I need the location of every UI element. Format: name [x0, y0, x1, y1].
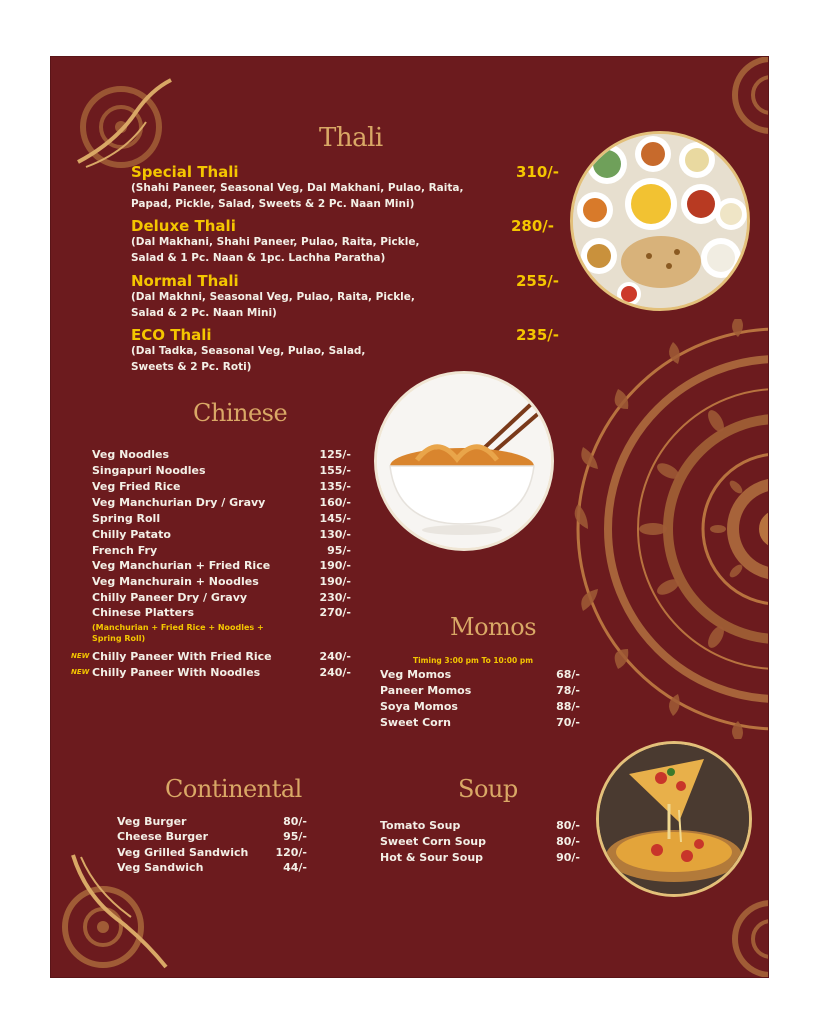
- item-name: Chilly Paneer With Fried Rice: [92, 650, 272, 663]
- menu-row: [92, 650, 351, 666]
- thali-item-name: ECO Thali: [131, 326, 212, 344]
- pizza-photo: [596, 741, 752, 897]
- menu-row: [92, 528, 351, 544]
- chinese-title: Chinese: [193, 399, 288, 427]
- continental-title: Continental: [165, 775, 302, 803]
- item-name: Veg Manchurian Dry / Gravy: [92, 496, 266, 509]
- menu-page: [50, 56, 769, 978]
- item-name: Veg Sandwich: [117, 861, 204, 874]
- item-price: 95/-: [327, 544, 351, 557]
- item-price: 68/-: [556, 668, 580, 681]
- item-name: Tomato Soup: [380, 819, 461, 832]
- menu-row: [380, 668, 580, 684]
- ornament-top-right: [723, 57, 768, 137]
- item-price: 70/-: [556, 716, 580, 729]
- menu-row: [380, 700, 580, 716]
- item-price: 240/-: [319, 666, 351, 679]
- thali-item-name: Normal Thali: [131, 272, 239, 290]
- menu-row: [380, 716, 580, 732]
- thali-item-desc: (Dal Tadka, Seasonal Veg, Pulao, Salad, Sweets & 2 Pc. Roti): [131, 345, 366, 373]
- item-price: 88/-: [556, 700, 580, 713]
- item-price: 130/-: [319, 528, 351, 541]
- menu-row: [380, 851, 580, 867]
- item-price: 240/-: [319, 650, 351, 663]
- momos-timing: Timing 3:00 pm To 10:00 pm: [413, 656, 534, 665]
- menu-row: [92, 464, 351, 480]
- platter-note: (Manchurian + Fried Rice + Noodles + Spring Roll): [92, 623, 264, 643]
- item-name: Veg Manchurian + Fried Rice: [92, 559, 271, 572]
- thali-item-name: Special Thali: [131, 163, 239, 181]
- menu-row: [92, 496, 351, 512]
- item-name: Chilly Patato: [92, 528, 171, 541]
- thali-item-special: [131, 163, 559, 212]
- menu-row: [92, 575, 351, 591]
- thali-item-price: 255/-: [515, 272, 559, 290]
- item-price: 44/-: [283, 861, 307, 874]
- menu-row: [92, 448, 351, 464]
- item-price: 95/-: [283, 830, 307, 843]
- item-price: 80/-: [556, 835, 580, 848]
- menu-row: [92, 559, 351, 575]
- item-price: 80/-: [283, 815, 307, 828]
- thali-item-name: Deluxe Thali: [131, 217, 236, 235]
- item-name: Veg Noodles: [92, 448, 170, 461]
- menu-row: [117, 861, 307, 877]
- item-price: 125/-: [319, 448, 351, 461]
- menu-row: [92, 666, 351, 682]
- item-name: Soya Momos: [380, 700, 458, 713]
- menu-row: [117, 815, 307, 831]
- menu-row: [380, 835, 580, 851]
- item-name: Veg Fried Rice: [92, 480, 181, 493]
- thali-item-deluxe: [131, 217, 554, 266]
- menu-row: [92, 544, 351, 560]
- menu-row: [92, 591, 351, 607]
- menu-row: [380, 684, 580, 700]
- item-price: 230/-: [319, 591, 351, 604]
- thali-item-price: 280/-: [510, 217, 554, 235]
- item-name: Veg Manchurain + Noodles: [92, 575, 259, 588]
- item-price: 270/-: [319, 606, 351, 619]
- item-name: Sweet Corn Soup: [380, 835, 486, 848]
- item-name: Paneer Momos: [380, 684, 472, 697]
- new-badge: NEW: [71, 668, 90, 676]
- item-name: Hot & Sour Soup: [380, 851, 484, 864]
- menu-row: [92, 480, 351, 496]
- item-name: Cheese Burger: [117, 830, 209, 843]
- item-name: Chilly Paneer With Noodles: [92, 666, 261, 679]
- item-name: Singapuri Noodles: [92, 464, 206, 477]
- thali-item-normal: [131, 272, 559, 321]
- thali-photo: [570, 131, 750, 311]
- item-price: 78/-: [556, 684, 580, 697]
- item-price: 135/-: [319, 480, 351, 493]
- noodles-photo: [374, 371, 554, 551]
- item-price: 190/-: [319, 559, 351, 572]
- item-price: 145/-: [319, 512, 351, 525]
- item-name: Chinese Platters: [92, 606, 195, 619]
- ornament-bottom-right: [723, 899, 768, 977]
- item-price: 190/-: [319, 575, 351, 588]
- thali-title: Thali: [319, 123, 383, 153]
- momos-title: Momos: [450, 613, 537, 641]
- menu-row: [92, 606, 351, 622]
- item-name: Spring Roll: [92, 512, 161, 525]
- thali-item-price: 235/-: [515, 326, 559, 344]
- item-name: French Fry: [92, 544, 158, 557]
- item-name: Veg Momos: [380, 668, 452, 681]
- thali-item-desc: (Shahi Paneer, Seasonal Veg, Dal Makhani, Pulao, Raita, Papad, Pickle, Salad, Sweets & 2 Pc. Naan Mini): [131, 182, 464, 210]
- menu-row: [117, 846, 307, 862]
- menu-row: [92, 512, 351, 528]
- soup-title: Soup: [458, 775, 518, 803]
- mandala-decoration: [573, 319, 768, 739]
- item-name: Veg Burger: [117, 815, 187, 828]
- menu-row: [380, 819, 580, 835]
- item-price: 160/-: [319, 496, 351, 509]
- thali-item-desc: (Dal Makhni, Seasonal Veg, Pulao, Raita, Pickle, Salad & 2 Pc. Naan Mini): [131, 291, 415, 319]
- menu-row: [117, 830, 307, 846]
- thali-item-price: 310/-: [515, 163, 559, 181]
- item-price: 90/-: [556, 851, 580, 864]
- item-name: Sweet Corn: [380, 716, 451, 729]
- item-price: 155/-: [319, 464, 351, 477]
- item-name: Chilly Paneer Dry / Gravy: [92, 591, 248, 604]
- new-badge: NEW: [71, 652, 90, 660]
- item-price: 120/-: [275, 846, 307, 859]
- thali-item-desc: (Dal Makhani, Shahi Paneer, Pulao, Raita, Pickle, Salad & 1 Pc. Naan & 1pc. Lachha Paratha): [131, 236, 420, 264]
- item-price: 80/-: [556, 819, 580, 832]
- thali-item-eco: [131, 326, 559, 375]
- item-name: Veg Grilled Sandwich: [117, 846, 249, 859]
